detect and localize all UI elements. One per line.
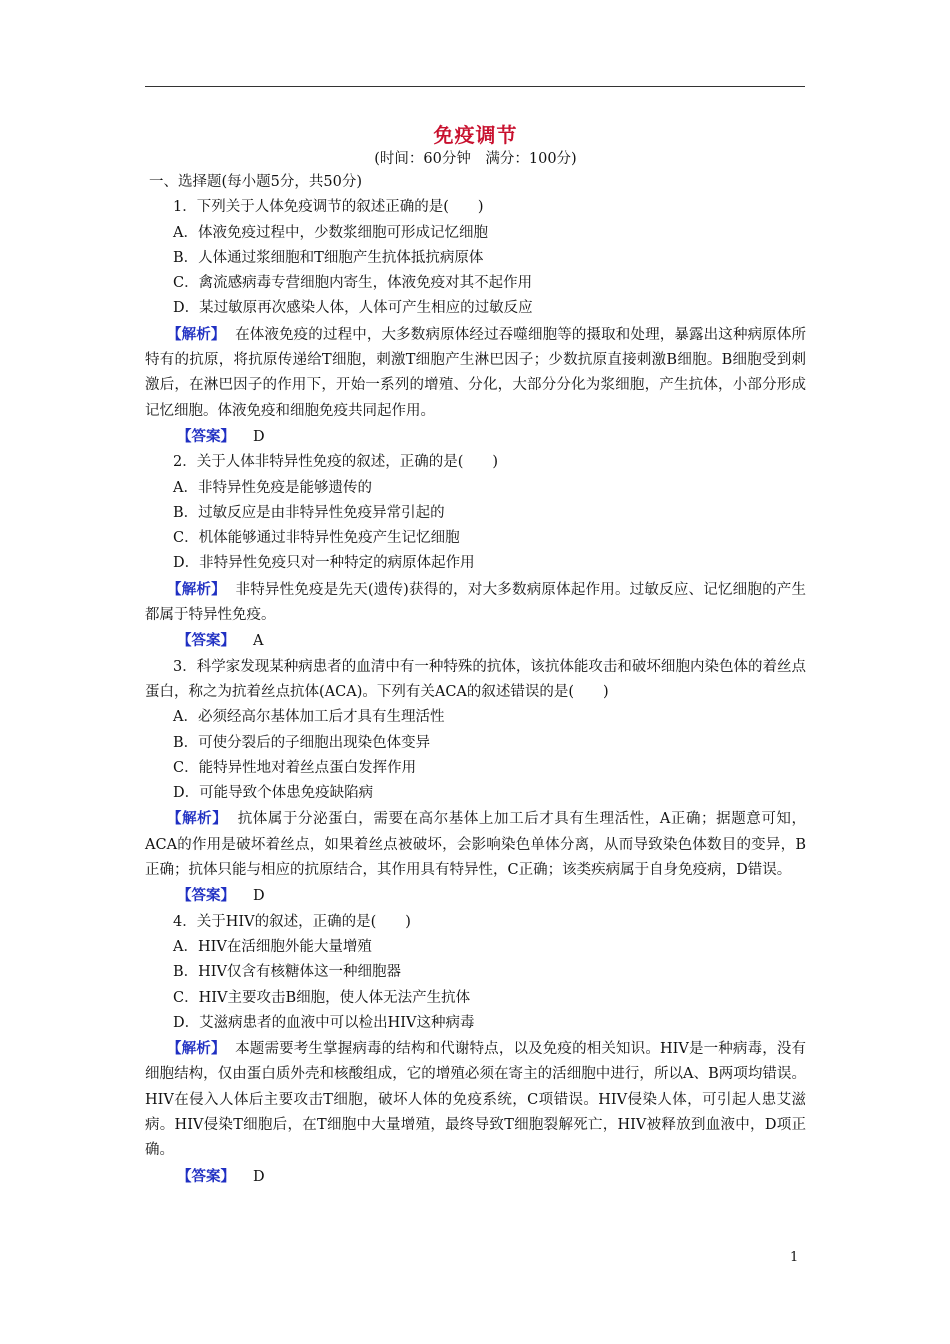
answer-value: D xyxy=(253,1168,265,1185)
document-title: 免疫调节 xyxy=(433,123,518,147)
option-d: D．可能导致个体患免疫缺陷病 xyxy=(173,785,374,802)
answer-value: D xyxy=(253,428,265,445)
option-c: C．机体能够通过非特异性免疫产生记忆细胞 xyxy=(173,530,460,547)
analysis-paragraph xyxy=(145,1036,806,1163)
option-b: B．人体通过浆细胞和T细胞产生抗体抵抗病原体 xyxy=(173,249,484,266)
answer-line xyxy=(145,424,806,450)
analysis-paragraph xyxy=(145,577,806,629)
section-heading: 一、选择题(每小题5分，共50分) xyxy=(149,174,362,190)
answer-value: D xyxy=(253,888,265,905)
option-c: C．HIV主要攻击B细胞，使人体无法产生抗体 xyxy=(173,989,471,1006)
question-2 xyxy=(145,450,806,654)
option-d: D．艾滋病患者的血液中可以检出HIV这种病毒 xyxy=(173,1014,475,1031)
answer-label: 【答案】 xyxy=(177,1167,235,1185)
answer-label: 【答案】 xyxy=(177,887,235,905)
question-stem: 1．下列关于人体免疫调节的叙述正确的是( ) xyxy=(173,199,484,216)
option-a: A．必须经高尔基体加工后才具有生理活性 xyxy=(173,709,445,726)
option-a: A．HIV在活细胞外能大量增殖 xyxy=(173,938,372,955)
option-c: C．能特异性地对着丝点蛋白发挥作用 xyxy=(173,759,417,776)
analysis-text: 非特异性免疫是先天(遗传)获得的，对大多数病原体起作用。过敏反应、记忆细胞的产生都属于特异性免疫。 xyxy=(145,581,807,624)
question-1 xyxy=(145,195,806,450)
option-a: A．非特异性免疫是能够遗传的 xyxy=(173,479,372,496)
question-stem: 2．关于人体非特异性免疫的叙述，正确的是( ) xyxy=(173,454,499,471)
option-d: D．非特异性免疫只对一种特定的病原体起作用 xyxy=(173,555,475,572)
analysis-text: 本题需要考生掌握病毒的结构和代谢特点，以及免疫的相关知识。HIV是一种病毒，没有细胞结构，仅由蛋白质外壳和核酸组成，它的增殖必须在寄主的活细胞中进行，所以A、B两项均错误。HIV在侵入人体后主要攻击T细胞，破坏人体的免疫系统，C项错误。HIV侵染人体，可引起人患艾滋病。HIV侵染T细胞后，在T细胞中大量增殖，最终导致T细胞裂解死亡，HIV被释放到血液中，D项正确。 xyxy=(145,1041,807,1159)
answer-label: 【答案】 xyxy=(177,632,235,650)
analysis-paragraph xyxy=(145,806,806,883)
option-b: B．HIV仅含有核糖体这一种细胞器 xyxy=(173,964,401,981)
option-d: D．某过敏原再次感染人体，人体可产生相应的过敏反应 xyxy=(173,300,533,317)
analysis-label: 【解析】 xyxy=(167,810,228,828)
option-a: A．体液免疫过程中，少数浆细胞可形成记忆细胞 xyxy=(173,224,488,241)
analysis-label: 【解析】 xyxy=(167,580,226,598)
question-4 xyxy=(145,910,806,1190)
option-b: B．过敏反应是由非特异性免疫异常引起的 xyxy=(173,504,445,521)
analysis-label: 【解析】 xyxy=(167,325,226,343)
analysis-text: 在体液免疫的过程中，大多数病原体经过吞噬细胞等的摄取和处理，暴露出这种病原体所特有的抗原，将抗原传递给T细胞，刺激T细胞产生淋巴因子；少数抗原直接刺激B细胞。B细胞受到刺激后，在淋巴因子的作用下，开始一系列的增殖、分化，大部分分化为浆细胞，产生抗体，小部分形成记忆细胞。体液免疫和细胞免疫共同起作用。 xyxy=(145,326,807,419)
answer-value: A xyxy=(253,633,264,650)
question-stem: 4．关于HIV的叙述，正确的是( ) xyxy=(173,913,411,930)
question-stem: 3．科学家发现某种病患者的血清中有一种特殊的抗体，该抗体能攻击和破坏细胞内染色体的着丝点蛋白，称之为抗着丝点抗体(ACA)。下列有关ACA的叙述错误的是( ) xyxy=(145,658,806,700)
header-rule xyxy=(145,86,805,87)
analysis-text: 抗体属于分泌蛋白，需要在高尔基体上加工后才具有生理活性，A正确；据题意可知，ACA的作用是破坏着丝点，如果着丝点被破坏，会影响染色单体分离，从而导致染色体数目的变异，B正确；抗体只能与相应的抗原结合，其作用具有特异性，C正确；该类疾病属于自身免疫病，D错误。 xyxy=(145,811,807,879)
exam-info: (时间：60分钟 满分：100分) xyxy=(374,151,577,167)
option-b: B．可使分裂后的子细胞出现染色体变异 xyxy=(173,734,431,751)
answer-line xyxy=(145,883,806,909)
question-3 xyxy=(145,655,806,910)
answer-label: 【答案】 xyxy=(177,427,235,445)
answer-line xyxy=(145,628,806,654)
answer-line xyxy=(145,1164,806,1190)
analysis-label: 【解析】 xyxy=(167,1040,226,1058)
page-number: 1 xyxy=(790,1250,799,1265)
analysis-paragraph xyxy=(145,322,806,424)
document-body xyxy=(145,122,806,1190)
option-c: C．禽流感病毒专营细胞内寄生，体液免疫对其不起作用 xyxy=(173,275,533,292)
